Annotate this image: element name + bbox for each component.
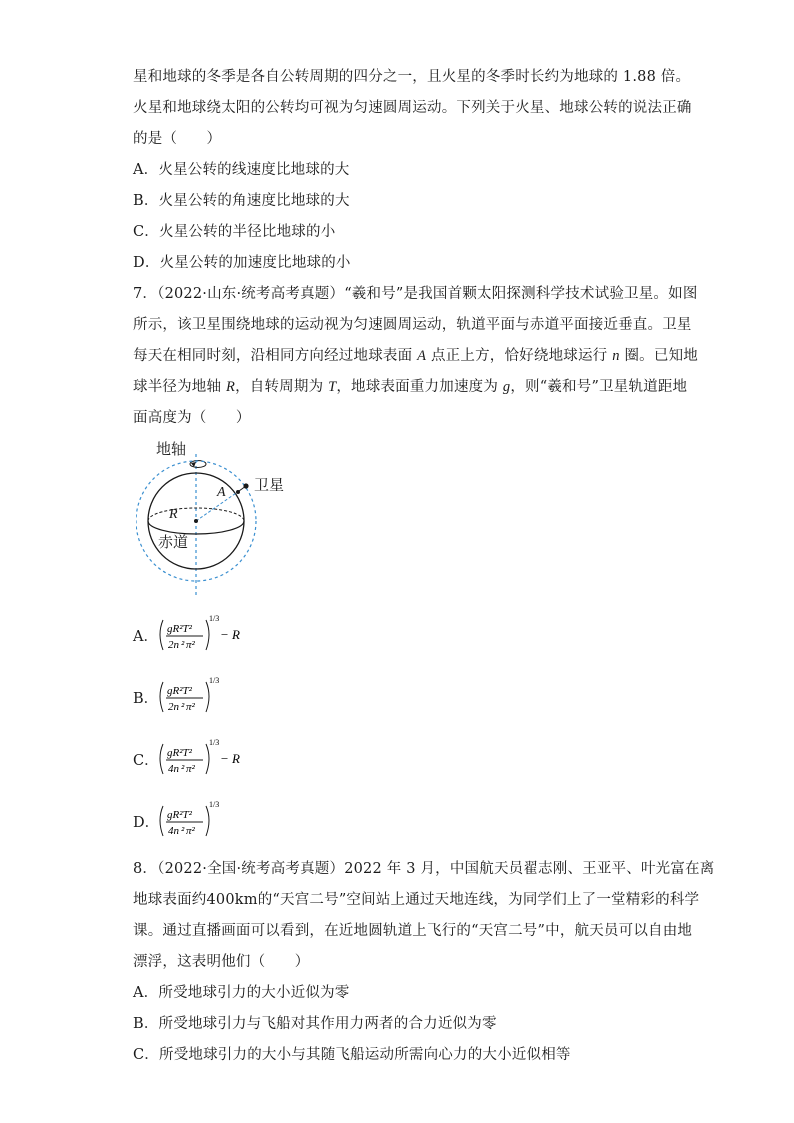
svg-text:gR²T²: gR²T² (167, 747, 192, 759)
q8-line-3: 课。通过直播画面可以看到，在近地圆轨道上飞行的“天宫二号”中，航天员可以自由地 (133, 923, 693, 939)
svg-text:2n: 2n (168, 701, 179, 713)
q7-line-4: 球半径为地轴 R，自转周期为 T，地球表面重力加速度为 g，则“羲和号”卫星轨道距地 (133, 379, 688, 395)
satellite-label: 卫星 (254, 476, 285, 494)
q7-line-1: 7．（2022·山东·统考高考真题）“羲和号”是我国首颗太阳探测科学技术试验卫星。如图 (133, 286, 698, 302)
svg-text:1/3: 1/3 (209, 676, 220, 685)
point-a-dot (236, 490, 240, 494)
q7-option-b-formula (155, 674, 265, 718)
q7-line-5: 面高度为（ ） (133, 410, 251, 426)
q8-option-a[interactable]: A．所受地球引力的大小近似为零 (133, 985, 350, 1001)
point-a-label: A (217, 485, 226, 500)
svg-text:4n: 4n (168, 763, 179, 775)
svg-text:π²: π² (186, 639, 195, 651)
q7-option-a-formula (155, 612, 265, 656)
exam-page: 星和地球的冬季是各自公转周期的四分之一，且火星的冬季时长约为地球的 1.88 倍。 火星和地球绕太阳的公转均可视为匀速圆周运动。下列关于火星、地球公转的说法正确 的是（ ） A．火星公转的线速度比地球的大 B．火星公转的角速度比地球的大 C．火星公转的半径比地球的小 D．火星公转的加速度比地球的小 7．（2022·山东·统考高考真题）“羲和号”是我国首颗太阳探测科学技术试验卫星。如图 所示，该卫星围绕地球的运动视为匀速圆周运动，轨道平面与赤道平面接近垂直。卫星 每天在相同时刻，沿相同方向经过地球表面 A 点正上方，恰好绕地球运行 n 圈。已知地 球半径为地轴 R，自转周期为 T，地球表面重力加速度为 g，则“羲和号”卫星轨道距地 面高度为（ ） 地轴 卫星 A R 赤道 A． gR²T² 2n ² π² 1/3 − R B． gR²T² 2n ² π² 1/3 C． gR²T² 4n ² π² 1/3 − R D． gR²T² 4n ² π² 1/3 8．（2022·全国·统考高考真题）2022 年 3 月，中国航天员翟志刚、王亚平、叶光富在离 地球表面约400km的“天宫二号”空间站上通过天地连线，为同学们上了一堂精彩的科学 课。通过直播画面可以看到，在近地圆轨道上飞行的“天宫二号”中，航天员可以自由地 漂浮，这表明他们（ ） A．所受地球引力的大小近似为零 B．所受地球引力与飞船对其作用力两者的合力近似为零 C．所受地球引力的大小与其随飞船运动所需向心力的大小近似相等 (133, 69, 715, 1063)
q7-line-2: 所示，该卫星围绕地球的运动视为匀速圆周运动，轨道平面与赤道平面接近垂直。卫星 (133, 317, 692, 333)
axis-label: 地轴 (156, 440, 187, 458)
q7-line-3: 每天在相同时刻，沿相同方向经过地球表面 A 点正上方，恰好绕地球运行 n 圈。已知地 (133, 348, 698, 364)
svg-text:4n: 4n (168, 825, 179, 837)
q8-line-2: 地球表面约400km的“天宫二号”空间站上通过天地连线，为同学们上了一堂精彩的科学 (133, 892, 700, 908)
svg-text:− R: − R (220, 751, 240, 766)
q8-option-b[interactable]: B．所受地球引力与飞船对其作用力两者的合力近似为零 (133, 1016, 497, 1032)
svg-text:gR²T²: gR²T² (167, 623, 192, 635)
svg-text:²: ² (181, 763, 185, 775)
q7-option-c-formula (155, 736, 265, 780)
q6-line-1: 星和地球的冬季是各自公转周期的四分之一，且火星的冬季时长约为地球的 1.88 倍。 (133, 69, 691, 85)
q6-option-b[interactable]: B．火星公转的角速度比地球的大 (133, 193, 350, 209)
q6-option-c[interactable]: C．火星公转的半径比地球的小 (133, 224, 336, 240)
q6-line-2: 火星和地球绕太阳的公转均可视为匀速圆周运动。下列关于火星、地球公转的说法正确 (133, 100, 692, 116)
svg-text:− R: − R (220, 627, 240, 642)
svg-text:1/3: 1/3 (209, 800, 220, 809)
q7-option-d-formula (155, 798, 265, 842)
svg-text:²: ² (181, 639, 185, 651)
q8-line-1: 8．（2022·全国·统考高考真题）2022 年 3 月，中国航天员翟志刚、王亚平、叶光富在离 (133, 861, 715, 877)
earth-center (194, 519, 198, 523)
q6-option-d[interactable]: D．火星公转的加速度比地球的小 (133, 255, 351, 271)
svg-text:π²: π² (186, 825, 195, 837)
svg-text:gR²T²: gR²T² (167, 685, 192, 697)
svg-text:π²: π² (186, 763, 195, 775)
q6-option-a[interactable]: A．火星公转的线速度比地球的大 (133, 162, 350, 178)
q6-line-3: 的是（ ） (133, 131, 222, 147)
earth-orbit-diagram (136, 436, 296, 600)
svg-text:gR²T²: gR²T² (167, 809, 192, 821)
svg-text:1/3: 1/3 (209, 614, 220, 623)
svg-text:2n: 2n (168, 639, 179, 651)
svg-text:1/3: 1/3 (209, 738, 220, 747)
equator-label: 赤道 (158, 533, 189, 551)
q8-line-4: 漂浮，这表明他们（ ） (133, 954, 310, 970)
radius-label: R (169, 507, 178, 522)
svg-text:²: ² (181, 825, 185, 837)
satellite-dot (243, 483, 248, 488)
svg-text:π²: π² (186, 701, 195, 713)
svg-text:²: ² (181, 701, 185, 713)
q8-option-c[interactable]: C．所受地球引力的大小与其随飞船运动所需向心力的大小近似相等 (133, 1047, 571, 1063)
